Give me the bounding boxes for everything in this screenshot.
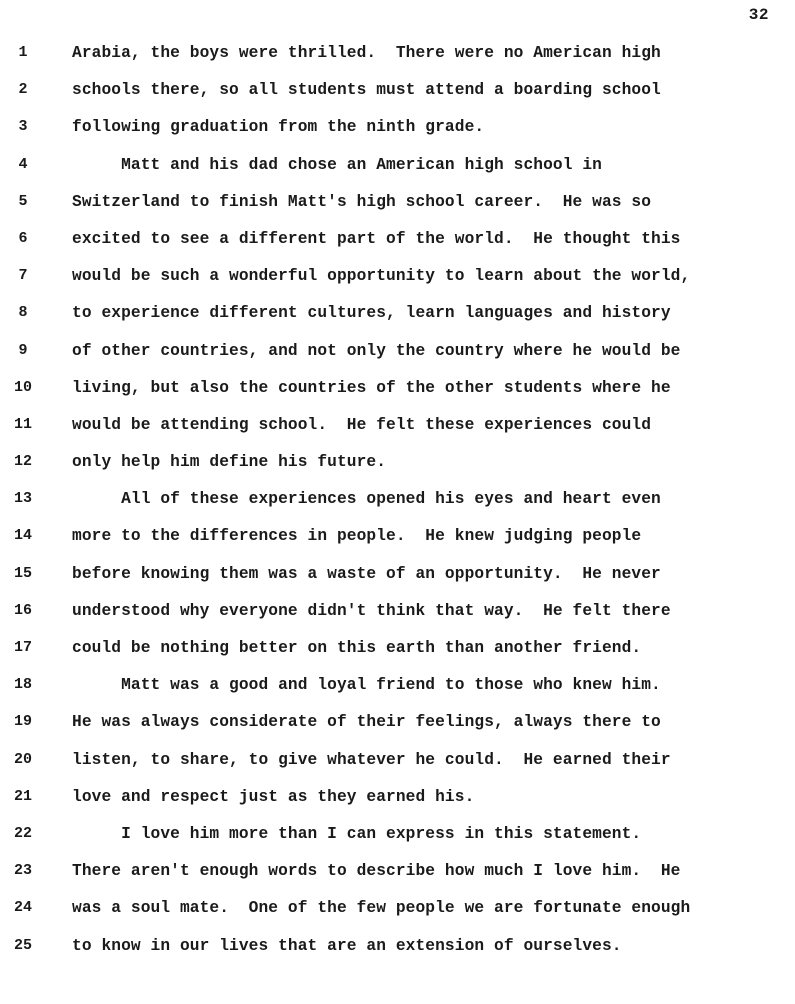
line-number: 2: [18, 81, 28, 99]
line-number: 8: [18, 304, 28, 322]
transcript-line: [0, 445, 795, 482]
transcript-line: [0, 185, 795, 222]
line-number: 23: [13, 862, 32, 880]
line-number: 14: [13, 527, 32, 545]
line-text: living, but also the countries of the other students where he: [72, 378, 671, 397]
transcript-line: [0, 222, 795, 259]
line-text: of other countries, and not only the country where he would be: [72, 341, 681, 360]
line-number: 9: [18, 341, 28, 359]
transcript-line: [0, 743, 795, 780]
line-text: I love him more than I can express in this statement.: [72, 824, 642, 843]
line-number: 18: [13, 676, 32, 694]
line-number: 19: [13, 713, 32, 731]
transcript-line: [0, 408, 795, 445]
line-number: 12: [13, 453, 32, 471]
line-number: 1: [18, 44, 28, 61]
line-text: to experience different cultures, learn languages and history: [72, 304, 671, 323]
transcript-line: [0, 110, 795, 147]
transcript-line: [0, 891, 795, 928]
line-text: before knowing them was a waste of an opportunity. He never: [72, 564, 661, 583]
line-number: 3: [18, 118, 28, 136]
transcript-line: [0, 705, 795, 742]
line-text: to know in our lives that are an extension of ourselves.: [72, 936, 622, 955]
transcript-body: [0, 36, 795, 966]
line-text: love and respect just as they earned his.: [72, 787, 475, 806]
line-number: 7: [18, 267, 28, 285]
line-number: 25: [13, 936, 32, 954]
transcript-line: [0, 73, 795, 110]
line-number: 13: [13, 490, 32, 508]
line-text: more to the differences in people. He knew judging people: [72, 527, 642, 546]
line-text: listen, to share, to give whatever he could. He earned their: [72, 750, 671, 769]
line-text: Arabia, the boys were thrilled. There were no American high: [72, 44, 661, 62]
line-number: 15: [13, 564, 32, 582]
line-number: 21: [13, 787, 32, 805]
line-number: 5: [18, 192, 28, 210]
transcript-line: [0, 854, 795, 891]
transcript-line: [0, 519, 795, 556]
transcript-line: [0, 557, 795, 594]
line-number: 16: [13, 601, 32, 619]
line-text: would be such a wonderful opportunity to learn about the world,: [72, 267, 691, 286]
line-text: Switzerland to finish Matt's high school career. He was so: [72, 192, 652, 211]
line-text: Matt was a good and loyal friend to those who knew him.: [72, 676, 661, 695]
transcript-line: [0, 631, 795, 668]
transcript-line: [0, 36, 795, 73]
line-number: 6: [18, 229, 28, 247]
transcript-line: [0, 929, 795, 966]
line-text: could be nothing better on this earth than another friend.: [72, 639, 642, 657]
line-text: There aren't enough words to describe how much I love him. He: [72, 862, 681, 881]
line-number: 24: [13, 899, 32, 917]
transcript-line: [0, 780, 795, 817]
transcript-line: [0, 371, 795, 408]
transcript-line: [0, 259, 795, 296]
line-text: would be attending school. He felt these experiences could: [72, 415, 652, 434]
line-text: He was always considerate of their feelings, always there to: [72, 713, 661, 732]
line-number: 20: [13, 750, 32, 768]
line-number: 17: [13, 639, 32, 656]
line-text: All of these experiences opened his eyes and heart even: [72, 490, 661, 509]
line-text: only help him define his future.: [72, 453, 387, 472]
line-text: Matt and his dad chose an American high school in: [72, 155, 602, 174]
transcript-line: [0, 594, 795, 631]
page-number: 32: [748, 6, 769, 24]
line-number: 10: [13, 378, 32, 396]
transcript-line: [0, 148, 795, 185]
line-number: 22: [13, 824, 32, 842]
line-text: was a soul mate. One of the few people we are fortunate enough: [72, 899, 691, 918]
transcript-line: [0, 817, 795, 854]
line-text: schools there, so all students must attend a boarding school: [72, 81, 661, 100]
transcript-line: [0, 482, 795, 519]
line-text: understood why everyone didn't think that way. He felt there: [72, 601, 671, 620]
line-text: excited to see a different part of the world. He thought this: [72, 229, 681, 248]
line-number: 11: [13, 415, 32, 433]
transcript-line: [0, 296, 795, 333]
transcript-line: [0, 334, 795, 371]
line-number: 4: [18, 155, 28, 173]
line-text: following graduation from the ninth grade.: [72, 118, 485, 137]
transcript-line: [0, 668, 795, 705]
